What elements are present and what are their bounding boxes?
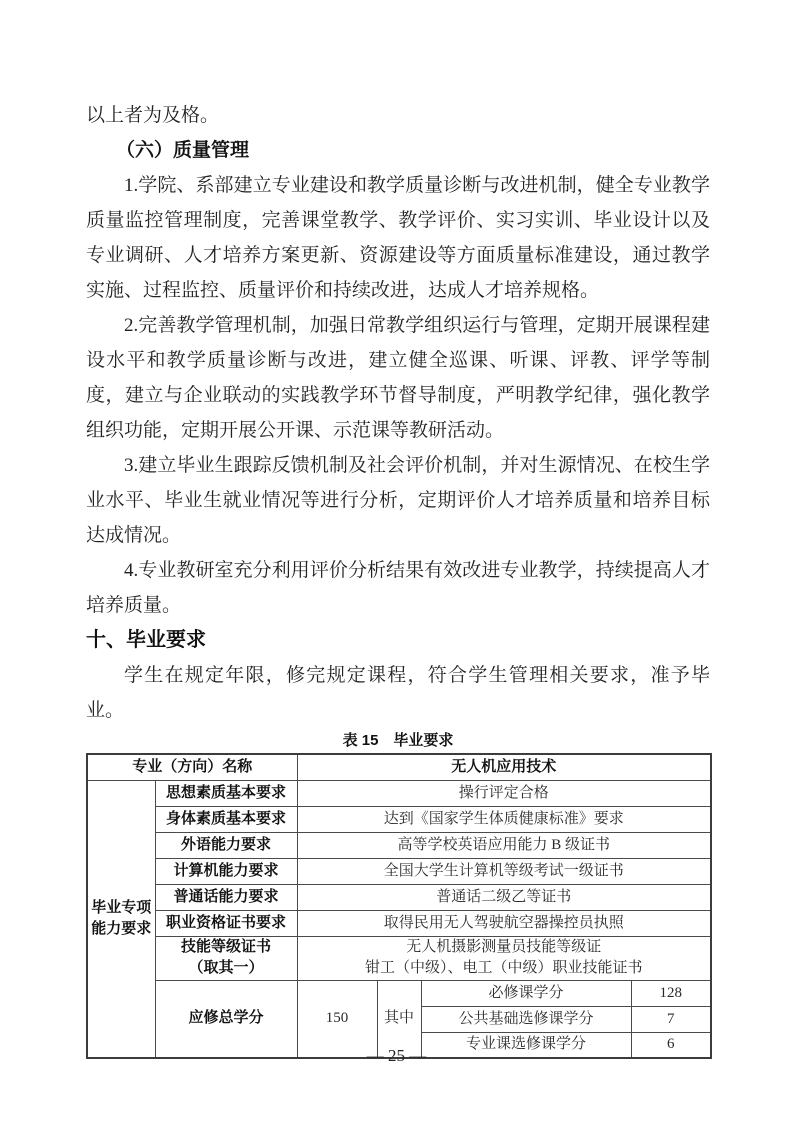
graduation-requirements-table <box>86 753 712 1059</box>
skill-certificate-value-line2: 钳工（中级）、电工（中级）职业技能证书 <box>365 960 643 976</box>
credit-breakdown-value: 128 <box>631 980 711 1006</box>
requirement-value: 操行评定合格 <box>297 780 711 806</box>
credit-breakdown-label: 公共基础选修课学分 <box>421 1006 631 1032</box>
requirement-value: 全国大学生计算机等级考试一级证书 <box>297 858 711 884</box>
requirement-label: 计算机能力要求 <box>155 858 297 884</box>
table-row <box>87 884 711 910</box>
among-label: 其中 <box>377 980 421 1058</box>
header-label-cell: 专业（方向）名称 <box>87 754 297 780</box>
skill-certificate-value-line1: 无人机摄影测量员技能等级证 <box>406 939 602 955</box>
requirement-label: 身体素质基本要求 <box>155 806 297 832</box>
paragraph-quality-1: 1.学院、系部建立专业建设和教学质量诊断与改进机制，健全专业教学质量监控管理制度，完善课堂教学、教学评价、实习实训、毕业设计以及专业调研、人才培养方案更新、资源建设等方面质量标准建设，通过教学实施、过程监控、质量评价和持续改进，达成人才培养规格。 <box>86 175 710 301</box>
credit-breakdown-value: 7 <box>631 1006 711 1032</box>
section-heading-graduation-requirements: 十、毕业要求 <box>86 629 206 651</box>
credit-breakdown-label: 专业课选修课学分 <box>421 1032 631 1058</box>
paragraph-graduation: 学生在规定年限，修完规定课程，符合学生管理相关要求，准予毕业。 <box>86 665 710 721</box>
table-row-skill-certificate <box>87 936 711 980</box>
table-row <box>87 780 711 806</box>
section-heading-quality-management: （六）质量管理 <box>116 140 250 161</box>
paragraph-quality-4: 4.专业教研室充分利用评价分析结果有效改进专业教学，持续提高人才培养质量。 <box>86 560 710 616</box>
table-row-credits <box>87 980 711 1006</box>
skill-certificate-label-line1: 技能等级证书 <box>181 939 272 955</box>
group-label-line2: 能力要求 <box>91 920 152 937</box>
paragraph-quality-2: 2.完善教学管理机制，加强日常教学组织运行与管理，定期开展课程建设水平和教学质量诊断与改进，建立健全巡课、听课、评教、评学等制度，建立与企业联动的实践教学环节督导制度，严明教学纪律，强化教学组织功能，定期开展公开课、示范课等教研活动。 <box>86 315 710 441</box>
requirement-label: 思想素质基本要求 <box>155 780 297 806</box>
table-row <box>87 910 711 936</box>
requirement-value: 高等学校英语应用能力 B 级证书 <box>297 832 711 858</box>
page-number: — 25 — <box>366 1046 427 1065</box>
requirement-label: 外语能力要求 <box>155 832 297 858</box>
requirement-value: 普通话二级乙等证书 <box>297 884 711 910</box>
skill-certificate-value <box>297 936 711 980</box>
group-label-cell <box>87 780 155 1058</box>
credit-breakdown-value: 6 <box>631 1032 711 1058</box>
total-credits-label: 应修总学分 <box>155 980 297 1058</box>
credit-breakdown-label: 必修课学分 <box>421 980 631 1006</box>
requirement-value: 取得民用无人驾驶航空器操控员执照 <box>297 910 711 936</box>
table-row-header <box>87 754 711 780</box>
total-credits-value: 150 <box>297 980 377 1058</box>
requirement-label: 普通话能力要求 <box>155 884 297 910</box>
skill-certificate-label-line2: （取其一） <box>188 960 264 976</box>
table-row <box>87 832 711 858</box>
requirement-value: 达到《国家学生体质健康标准》要求 <box>297 806 711 832</box>
continuation-line-text: 以上者为及格。 <box>86 105 220 126</box>
page-content <box>86 98 710 1059</box>
table-row <box>87 858 711 884</box>
header-value-cell: 无人机应用技术 <box>297 754 711 780</box>
table-caption: 表 15 毕业要求 <box>342 732 454 749</box>
group-label-line1: 毕业专项 <box>91 899 152 916</box>
table-row <box>87 806 711 832</box>
requirement-label: 职业资格证书要求 <box>155 910 297 936</box>
paragraph-quality-3: 3.建立毕业生跟踪反馈机制及社会评价机制，并对生源情况、在校生学业水平、毕业生就业情况等进行分析，定期评价人才培养质量和培养目标达成情况。 <box>86 455 710 546</box>
skill-certificate-label <box>155 936 297 980</box>
